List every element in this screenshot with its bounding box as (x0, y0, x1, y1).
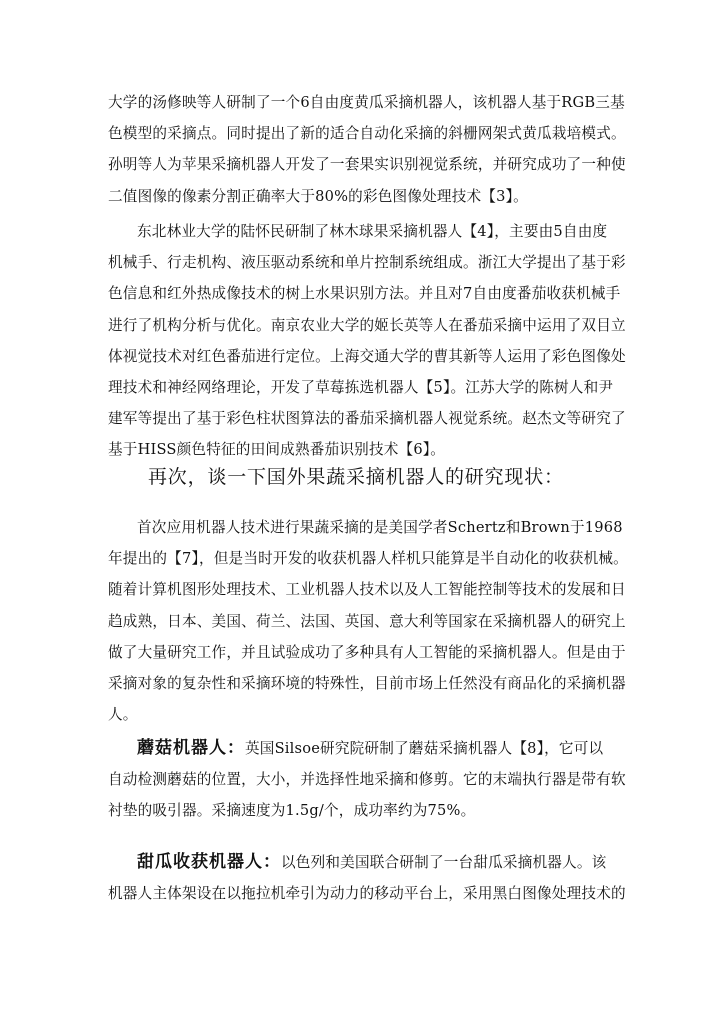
text-line: 体视觉技术对红色番茄进行定位。上海交通大学的曹其新等人运用了彩色图像处 (108, 347, 626, 365)
paragraph-2 (108, 216, 628, 466)
text-line: 人。 (108, 706, 138, 724)
paragraph-3 (108, 512, 628, 730)
text-line: 东北林业大学的陆怀民研制了林木球果采摘机器人【4】，主要由5自由度 (137, 223, 608, 240)
text-line: 机械手、行走机构、液压驱动系统和单片控制系统组成。浙江大学提出了基于彩 (108, 254, 626, 272)
text-line: 首次应用机器人技术进行果蔬采摘的是美国学者Schertz和Brown于1968 (137, 519, 623, 536)
text-line: 自动检测蘑菇的位置，大小，并选择性地采摘和修剪。它的末端执行器是带有软 (108, 771, 626, 789)
text-line: 大学的汤修映等人研制了一个6自由度黄瓜采摘机器人，该机器人基于RGB三基 (108, 94, 625, 111)
text-line: 建军等提出了基于彩色柱状图算法的番茄采摘机器人视觉系统。赵杰文等研究了 (108, 410, 626, 428)
text-run: 英国Silsoe研究院研制了蘑菇采摘机器人【8】，它可以 (245, 740, 604, 757)
text-line: 二值图像的像素分割正确率大于80%的彩色图像处理技术【3】。 (108, 187, 528, 205)
text-line: 年提出的【7】，但是当时开发的收获机器人样机只能算是半自动化的收获机械。 (108, 550, 628, 568)
text-line: 做了大量研究工作，并且试验成功了多种具有人工智能的采摘机器人。但是由于 (108, 643, 626, 661)
text-line: 基于HISS颜色特征的田间成熟番茄识别技术【6】。 (108, 441, 446, 459)
text-line: 色模型的采摘点。同时提出了新的适合自动化采摘的斜栅网架式黄瓜栽培模式。 (108, 125, 626, 143)
paragraph-4 (108, 733, 628, 827)
text-line (108, 733, 628, 764)
text-line: 随着计算机图形处理技术、工业机器人技术以及人工智能控制等技术的发展和日 (108, 581, 626, 599)
text-run: 以色列和美国联合研制了一台甜瓜采摘机器人。该 (281, 854, 607, 871)
text-line: 进行了机构分析与优化。南京农业大学的姬长英等人在番茄采摘中运用了双目立 (108, 316, 626, 334)
text-line: 衬垫的吸引器。采摘速度为1.5g/个，成功率约为75%。 (108, 802, 476, 820)
paragraph-5 (108, 847, 628, 909)
text-line: 孙明等人为苹果采摘机器人开发了一套果实识别视觉系统，并研究成功了一种使 (108, 156, 626, 174)
text-line (108, 847, 628, 878)
text-line: 机器人主体架设在以拖拉机牵引为动力的移动平台上，采用黑白图像处理技术的 (108, 885, 626, 903)
lead-term-mushroom-robot: 蘑菇机器人： (137, 738, 245, 758)
section-heading: 再次，谈一下国外果蔬采摘机器人的研究现状： (148, 466, 564, 488)
lead-term-melon-robot: 甜瓜收获机器人： (137, 852, 281, 872)
text-line: 采摘对象的复杂性和采摘环境的特殊性，目前市场上任然没有商品化的采摘机器 (108, 675, 626, 693)
text-line: 理技术和神经网络理论，开发了草莓拣选机器人【5】。江苏大学的陈树人和尹 (108, 379, 614, 397)
paragraph-1 (108, 87, 628, 212)
text-line: 趋成熟，日本、美国、荷兰、法国、英国、意大利等国家在采摘机器人的研究上 (108, 612, 626, 630)
text-line: 色信息和红外热成像技术的树上水果识别方法。并且对7自由度番茄收获机械手 (108, 285, 621, 303)
